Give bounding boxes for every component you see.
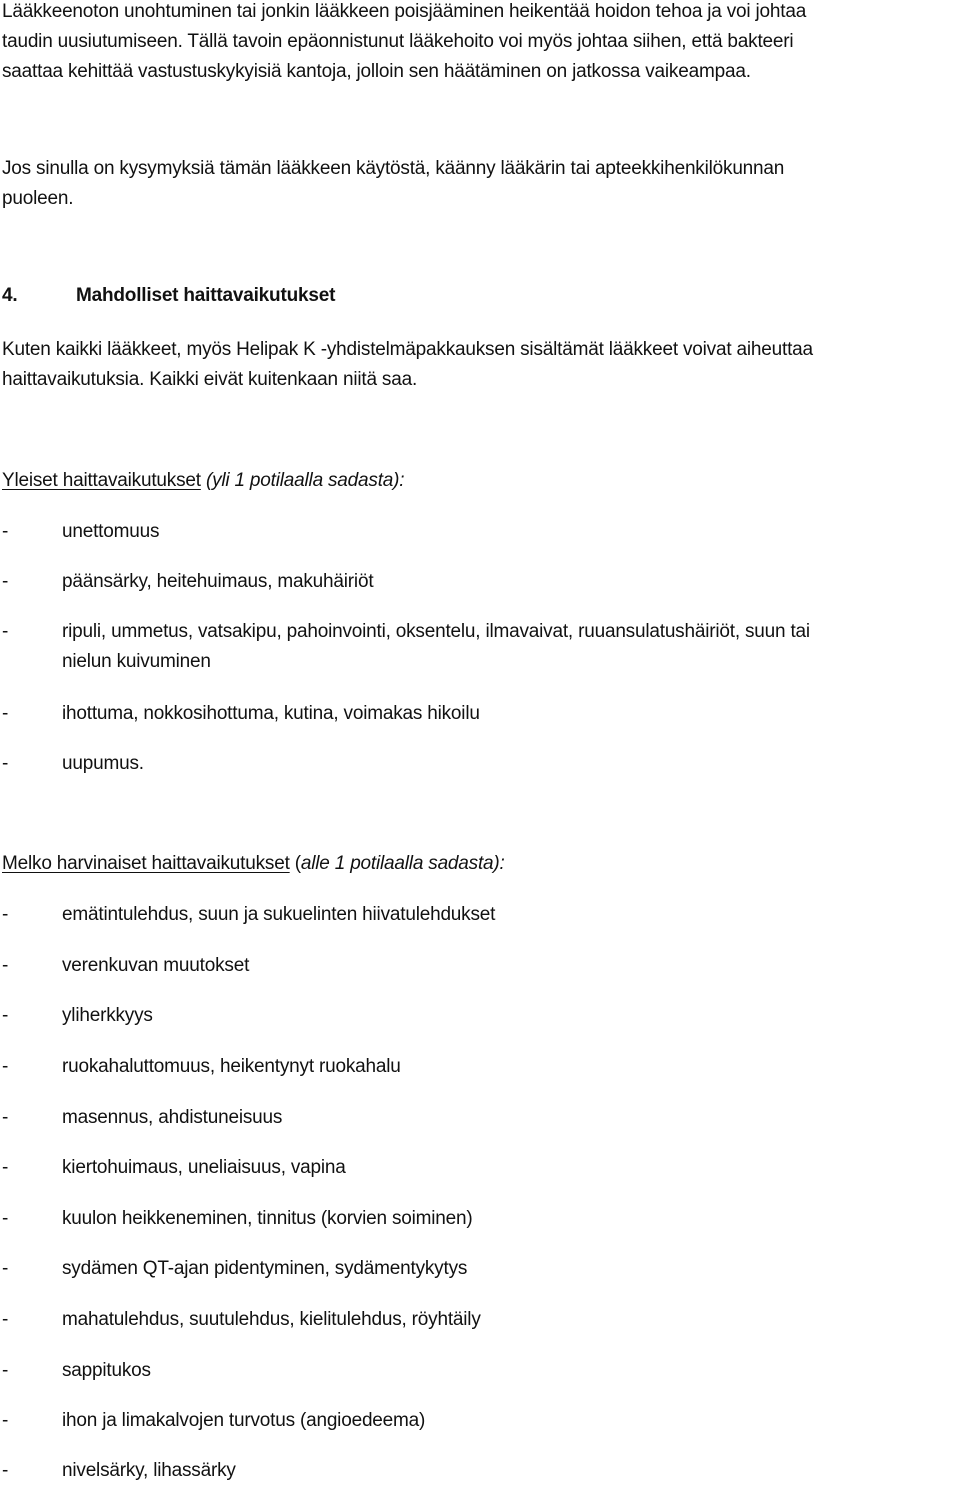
list-item-text: ruokahaluttomuus, heikentynyt ruokahalu: [62, 1056, 401, 1077]
list-dash: -: [2, 1157, 9, 1178]
list-dash: -: [2, 571, 9, 592]
list-dash: -: [2, 1360, 9, 1381]
list-item-text: ihon ja limakalvojen turvotus (angioedeema): [62, 1410, 426, 1431]
list-dash: -: [2, 1410, 9, 1431]
list-dash: -: [2, 621, 9, 642]
list-dash: -: [2, 1005, 9, 1026]
list-item-text: unettomuus: [62, 521, 160, 542]
list-item-text: masennus, ahdistuneisuus: [62, 1107, 283, 1128]
list-item-text: mahatulehdus, suutulehdus, kielitulehdus, röyhtäily: [62, 1309, 481, 1330]
list-dash: -: [2, 521, 9, 542]
intro-line-1: Lääkkeenoton unohtuminen tai jonkin lääkkeen poisjääminen heikentää hoidon tehoa ja voi johtaa: [2, 1, 807, 22]
section-number: 4.: [2, 285, 18, 306]
list-item-text: emätintulehdus, suun ja sukuelinten hiivatulehdukset: [62, 904, 496, 925]
questions-line-2: puoleen.: [2, 188, 74, 209]
section-line-1: Kuten kaikki lääkkeet, myös Helipak K -yhdistelmäpakkauksen sisältämät lääkkeet voivat aiheuttaa: [2, 339, 813, 360]
common-qualifier: (yli 1 potilaalla sadasta):: [205, 470, 405, 491]
list-dash: -: [2, 904, 9, 925]
list-item-text: ihottuma, nokkosihottuma, kutina, voimakas hikoilu: [62, 703, 480, 724]
list-item-text: nielun kuivuminen: [62, 651, 211, 672]
list-item-text: sydämen QT-ajan pidentyminen, sydämentykytys: [62, 1258, 468, 1279]
list-dash: -: [2, 1107, 9, 1128]
section-title: Mahdolliset haittavaikutukset: [76, 285, 336, 306]
uncommon-label: Melko harvinaiset haittavaikutukset: [2, 853, 290, 874]
list-item-text: ripuli, ummetus, vatsakipu, pahoinvointi, oksentelu, ilmavaivat, ruuansulatushäiriöt, suun tai: [62, 621, 810, 642]
list-dash: -: [2, 703, 9, 724]
list-item-text: kiertohuimaus, uneliaisuus, vapina: [62, 1157, 346, 1178]
uncommon-paren: (: [294, 853, 301, 874]
common-label: Yleiset haittavaikutukset: [2, 470, 201, 491]
list-item-text: verenkuvan muutokset: [62, 955, 250, 976]
list-dash: -: [2, 1309, 9, 1330]
questions-line-1: Jos sinulla on kysymyksiä tämän lääkkeen käytöstä, käänny lääkärin tai apteekkihenkilökunnan: [2, 158, 785, 179]
list-dash: -: [2, 955, 9, 976]
list-item-text: uupumus.: [62, 753, 144, 774]
list-dash: -: [2, 1056, 9, 1077]
uncommon-qualifier: alle 1 potilaalla sadasta):: [300, 853, 505, 874]
list-item-text: yliherkkyys: [62, 1005, 153, 1026]
list-item-text: sappitukos: [62, 1360, 151, 1381]
section-line-2: haittavaikutuksia. Kaikki eivät kuitenkaan niitä saa.: [2, 369, 418, 390]
list-dash: -: [2, 1460, 9, 1481]
list-item-text: päänsärky, heitehuimaus, makuhäiriöt: [62, 571, 374, 592]
list-item-text: nivelsärky, lihassärky: [62, 1460, 236, 1481]
list-dash: -: [2, 1258, 9, 1279]
list-dash: -: [2, 1208, 9, 1229]
intro-line-3: saattaa kehittää vastustuskykyisiä kantoja, jolloin sen häätäminen on jatkossa vaikeampaa.: [2, 61, 751, 82]
list-item-text: kuulon heikkeneminen, tinnitus (korvien soiminen): [62, 1208, 473, 1229]
list-dash: -: [2, 753, 9, 774]
intro-line-2: taudin uusiutumiseen. Tällä tavoin epäonnistunut lääkehoito voi myös johtaa siihen, että bakteeri: [2, 31, 794, 52]
